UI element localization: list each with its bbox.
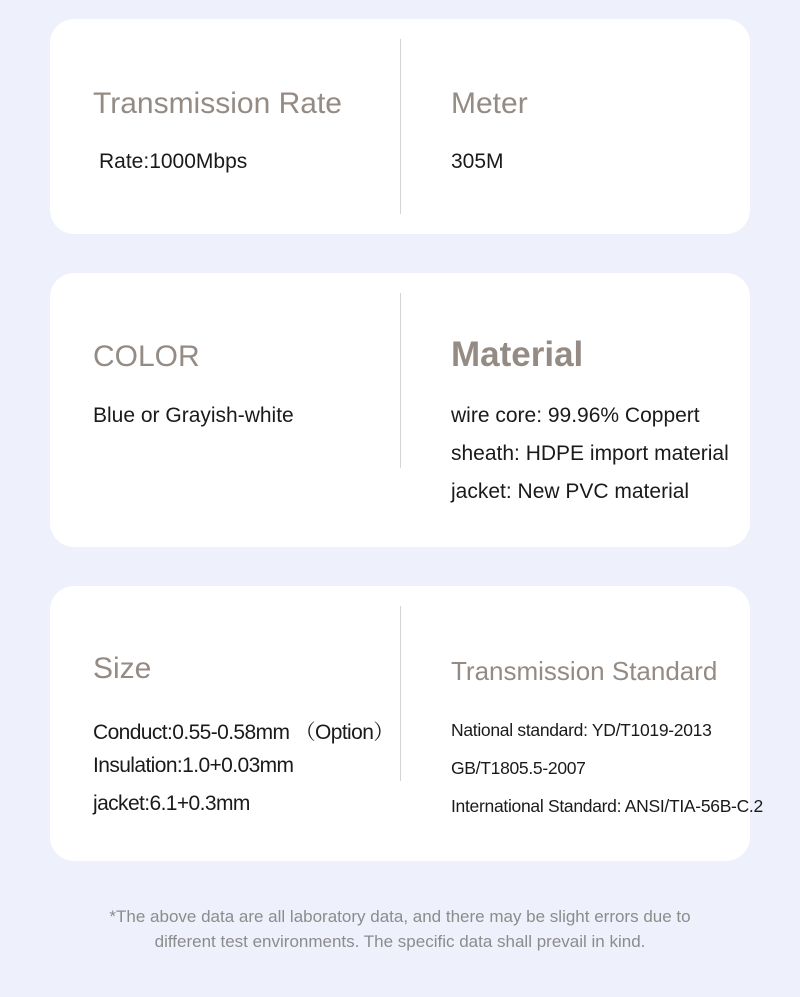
material-line: jacket: New PVC material — [451, 480, 690, 503]
rate-value: Rate:1000Mbps — [99, 150, 248, 173]
material-line: sheath: HDPE import material — [451, 442, 729, 465]
meter-value: 305M — [451, 150, 504, 173]
spec-card-size-standard — [50, 586, 763, 861]
material-heading: Material — [451, 335, 584, 374]
spec-card-color-material — [50, 273, 750, 547]
footnote — [0, 904, 800, 954]
divider — [400, 39, 401, 214]
transmission-standard-heading: Transmission Standard — [451, 656, 718, 686]
transmission-rate-heading: Transmission Rate — [93, 87, 342, 120]
footnote-line: different test environments. The specific data shall prevail in kind. — [154, 932, 646, 951]
size-heading: Size — [93, 652, 152, 685]
meter-heading: Meter — [451, 87, 528, 120]
color-value: Blue or Grayish-white — [93, 404, 294, 427]
size-line: Insulation:1.0+0.03mm — [93, 754, 294, 777]
footnote-line: *The above data are all laboratory data, and there may be slight errors due to — [109, 907, 691, 926]
size-line: Conduct:0.55-0.58mm （Option） — [93, 721, 394, 744]
divider — [400, 606, 401, 781]
standard-line: National standard: YD/T1019-2013 — [451, 720, 712, 740]
size-line: jacket:6.1+0.3mm — [93, 792, 250, 815]
standard-line: International Standard: ANSI/TIA-56B-C.2 — [451, 796, 763, 816]
spec-card-rate-meter — [50, 19, 750, 234]
material-line: wire core: 99.96% Coppert — [451, 404, 700, 427]
color-heading: COLOR — [93, 340, 200, 373]
standard-line: GB/T1805.5-2007 — [451, 758, 586, 778]
divider — [400, 293, 401, 468]
